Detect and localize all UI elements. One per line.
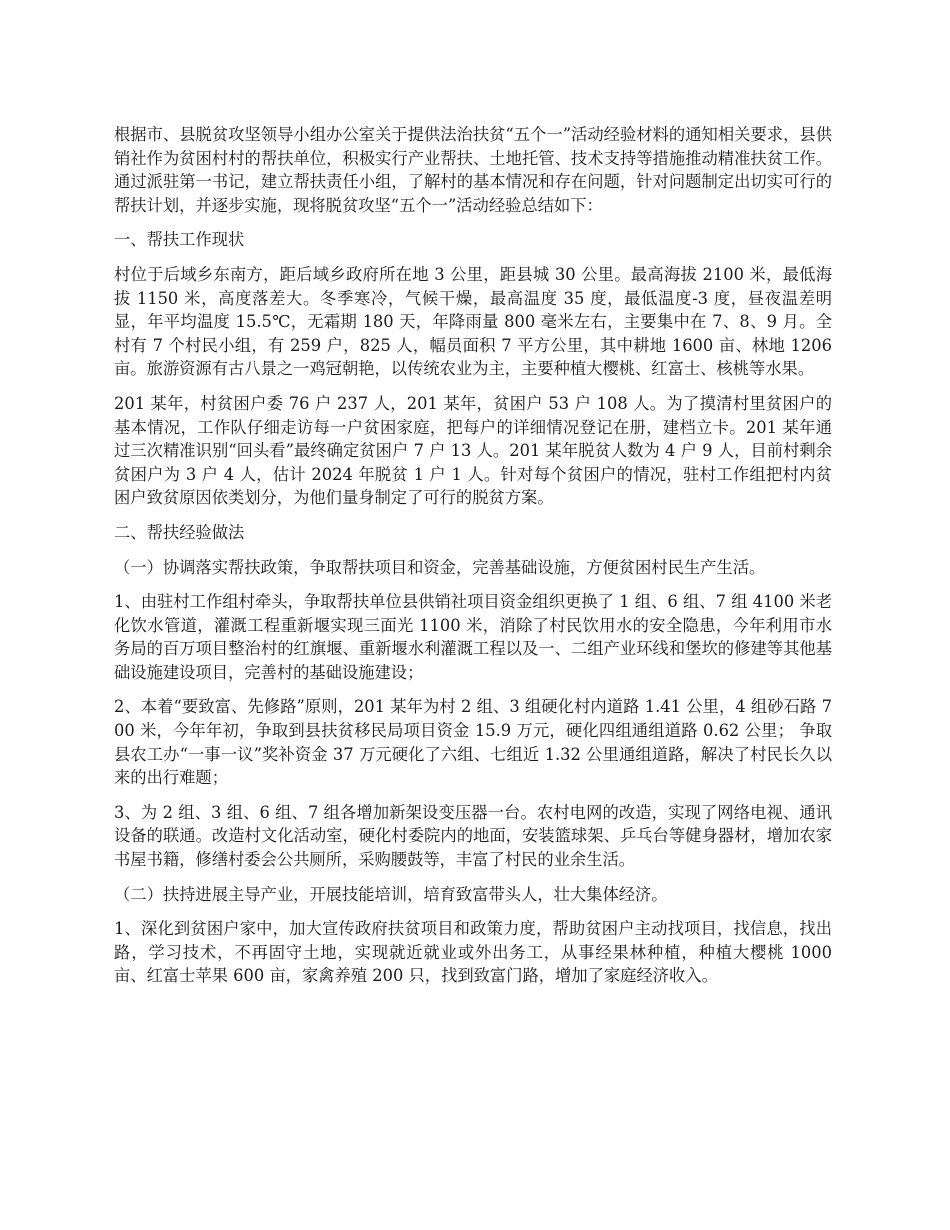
item-transformers-paragraph: 3、为 2 组、3 组、6 组、7 组各增加新架设变压器一台。农村电网的改造，实现了网络电视、通讯设备的联通。改造村文化活动室，硬化村委院内的地面，安装篮球架、乒乓台等健身器材，增加农家书屋书籍，修缮村委会公共厕所，采购腰鼓等，丰富了村民的业余生活。	[114, 802, 832, 870]
document-page	[114, 123, 832, 999]
subsection-heading-1: （一）协调落实帮扶政策，争取帮扶项目和资金，完善基础设施，方便贫困村民生产生活。	[114, 557, 766, 577]
section-heading-2: 二、帮扶经验做法	[114, 522, 245, 542]
item-industry-paragraph: 1、深化到贫困户家中，加大宣传政府扶贫项目和政策力度，帮助贫困户主动找项目，找信息，找出路，学习技术，不再固守土地，实现就近就业或外出务工，从事经果林种植，种植大樱桃 1000 亩、红富士苹果 600 亩，家禽养殖 200 只，找到致富门路，增加了家庭经济收入。	[114, 919, 832, 986]
subsection-heading-2: （二）扶持进展主导产业，开展技能培训，培育致富带头人，壮大集体经济。	[114, 884, 668, 904]
village-overview-paragraph: 村位于后域乡东南方，距后域乡政府所在地 3 公里，距县城 30 公里。最高海拔 2100 米，最低海拔 1150 米，高度落差大。冬季寒冷，气候干燥，最高温度 35 度，最低温度-3 度，昼夜温差明显，年平均温度 15.5℃，无霜期 180 天，年降雨量 800 毫米左右，主要集中在 7、8、9 月。全村有 7 个村民小组，有 259 户，825 人，幅员面积 7 平方公里，其中耕地 1600 亩、林地 1206 亩。旅游资源有古八景之一鸡冠朝艳，以传统农业为主，主要种植大樱桃、红富士、核桃等水果。	[114, 264, 832, 379]
item-roads-paragraph: 2、本着“要致富、先修路”原则，201 某年为村 2 组、3 组硬化村内道路 1.41 公里，4 组砂石路 700 米，今年年初，争取到县扶贫移民局项目资金 15.9 万元，硬化四组通组道路 0.62 公里； 争取县农工办“一事一议”奖补资金 37 万元硬化了六组、七组近 1.32 公里通组道路，解决了村民长久以来的出行难题；	[114, 697, 832, 788]
section-heading-1: 一、帮扶工作现状	[114, 230, 245, 250]
intro-paragraph: 根据市、县脱贫攻坚领导小组办公室关于提供法治扶贫“五个一”活动经验材料的通知相关要求，县供销社作为贫困村村的帮扶单位，积极实行产业帮扶、土地托管、技术支持等措施推动精准扶贫工作。通过派驻第一书记，建立帮扶责任小组，了解村的基本情况和存在问题，针对问题制定出切实可行的帮扶计划，并逐步实施，现将脱贫攻坚“五个一”活动经验总结如下：	[114, 125, 832, 215]
item-water-pipes-paragraph: 1、由驻村工作组村牵头，争取帮扶单位县供销社项目资金组织更换了 1 组、6 组、7 组 4100 米老化饮水管道，灌溉工程重新堰实现三面光 1100 米，消除了村民饮用水的安全隐患，今年利用市水务局的百万项目整治村的红旗堰、重新堰水利灌溉工程以及一、二组产业环线和堡坎的修建等其他基础设施建设项目，完善村的基础设施建设；	[114, 592, 832, 682]
poverty-households-paragraph: 201 某年，村贫困户委 76 户 237 人，201 某年，贫困户 53 户 108 人。为了摸清村里贫困户的基本情况，工作队仔细走访每一户贫困家庭，把每户的详细情况登记在册，建档立卡。201 某年通过三次精准识别“回头看”最终确定贫困户 7 户 13 人。201 某年脱贫人数为 4 户 9 人，目前村剩余贫困户为 3 户 4 人，估计 2024 年脱贫 1 户 1 人。针对每个贫困户的情况，驻村工作组把村内贫困户致贫原因依类划分，为他们量身制定了可行的脱贫方案。	[114, 393, 832, 508]
